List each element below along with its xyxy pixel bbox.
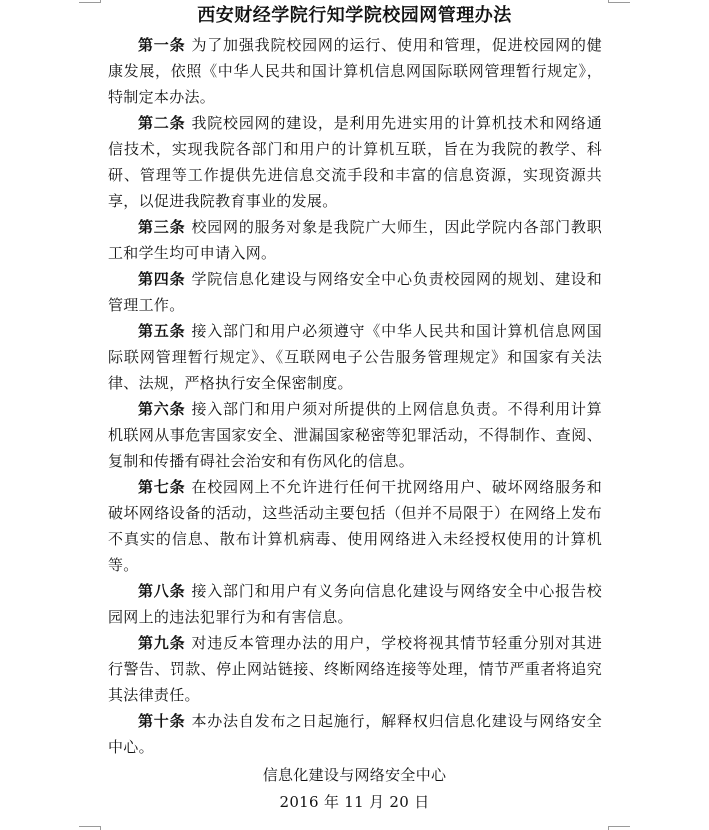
article-text: 校园网的服务对象是我院广大师生，因此学院内各部门教职工和学生均可申请入网。	[108, 218, 602, 262]
article-number: 第九条	[138, 634, 186, 652]
article-text: 接入部门和用户有义务向信息化建设与网络安全中心报告校园网上的违法犯罪行为和有害信息。	[108, 582, 602, 626]
crop-mark	[79, 2, 101, 3]
article-text: 学院信息化建设与网络安全中心负责校园网的规划、建设和管理工作。	[108, 270, 602, 314]
article-number: 第八条	[138, 582, 186, 600]
signature-org: 信息化建设与网络安全中心	[262, 766, 447, 784]
article-text: 接入部门和用户必须遵守《中华人民共和国计算机信息网国际联网管理暂行规定》、《互联网电子公告服务管理规定》和国家有关法律、法规，严格执行安全保密制度。	[108, 322, 602, 392]
article-number: 第一条	[138, 36, 186, 54]
crop-mark	[79, 826, 101, 827]
crop-mark	[100, 826, 101, 830]
crop-mark	[608, 826, 609, 830]
article-text: 为了加强我院校园网的运行、使用和管理，促进校园网的健康发展，依照《中华人民共和国计算机信息网国际联网管理暂行规定》，特制定本办法。	[108, 36, 602, 106]
article-number: 第六条	[138, 400, 186, 418]
signature-date: 2016 年 11 月 20 日	[279, 793, 430, 811]
article-10	[108, 708, 602, 760]
article-8	[108, 578, 602, 630]
article-3	[108, 214, 602, 266]
article-text: 在校园网上不允许进行任何干扰网络用户、破坏网络服务和破坏网络设备的活动，这些活动主要包括（但并不局限于）在网络上发布不真实的信息、散布计算机病毒、使用网络进入未经授权使用的计算机等。	[108, 478, 602, 574]
article-number: 第五条	[138, 322, 186, 340]
crop-mark	[608, 2, 630, 3]
document-title: 西安财经学院行知学院校园网管理办法	[197, 5, 512, 26]
document-body	[108, 32, 602, 760]
article-5	[108, 318, 602, 396]
article-number: 第四条	[138, 270, 186, 288]
article-number: 第二条	[138, 114, 186, 132]
crop-mark	[608, 0, 609, 3]
article-7	[108, 474, 602, 578]
crop-mark	[608, 826, 630, 827]
article-text: 我院校园网的建设，是利用先进实用的计算机技术和网络通信技术，实现我院各部门和用户的计算机互联，旨在为我院的教学、科研、管理等工作提供先进信息交流手段和丰富的信息资源，实现资源共享，以促进我院教育事业的发展。	[108, 114, 602, 210]
article-text: 接入部门和用户须对所提供的上网信息负责。不得利用计算机联网从事危害国家安全、泄漏国家秘密等犯罪活动，不得制作、查阅、复制和传播有碍社会治安和有伤风化的信息。	[108, 400, 602, 470]
article-6	[108, 396, 602, 474]
article-2	[108, 110, 602, 214]
article-1	[108, 32, 602, 110]
article-9	[108, 630, 602, 708]
article-number: 第七条	[138, 478, 186, 496]
article-number: 第十条	[138, 712, 186, 730]
article-text: 本办法自发布之日起施行，解释权归信息化建设与网络安全中心。	[108, 712, 602, 756]
article-text: 对违反本管理办法的用户，学校将视其情节轻重分别对其进行警告、罚款、停止网站链接、终断网络连接等处理，情节严重者将追究其法律责任。	[108, 634, 602, 704]
crop-mark	[100, 0, 101, 3]
article-number: 第三条	[138, 218, 186, 236]
article-4	[108, 266, 602, 318]
